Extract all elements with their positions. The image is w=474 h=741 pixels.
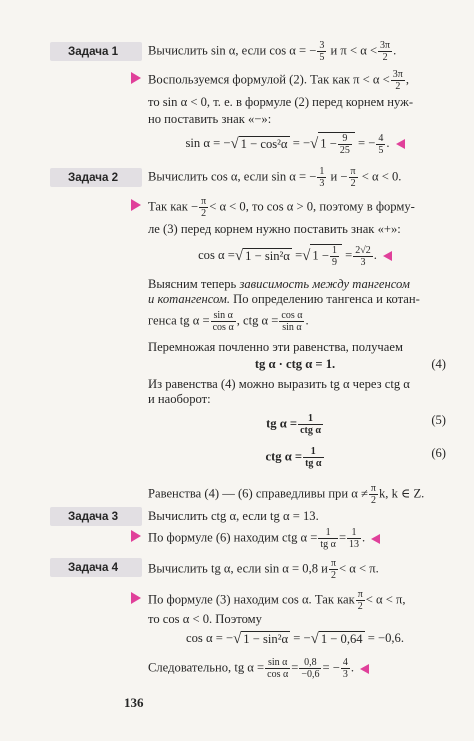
task-3-statement: Вычислить ctg α, если tg α = 13. <box>148 509 319 523</box>
sol3-line: По формуле (6) находим ctg α = $\frac{1}{\text{tg α}}$ = $\frac{1}{13}$ . <box>148 527 462 550</box>
theory-p7: Равенства (4) — (6) справедливы при α ≠ $\frac{\pi}{2}$ k, k ∈ Z. <box>148 483 425 506</box>
fraction: $\frac{3}{5}$ <box>319 40 325 63</box>
equation-4: tg α · ctg α = 1. <box>254 357 336 371</box>
sol1-line1: Воспользуемся формулой (2). Так как π < α < $\frac{3\pi}{2}$ , <box>148 69 410 92</box>
solution-marker-icon <box>131 530 141 542</box>
fraction: $\frac{3\pi}{2}$ <box>380 40 391 63</box>
theory-p1: Выясним теперь зависимость между тангенсом <box>148 277 410 291</box>
solution-end-icon <box>360 664 369 674</box>
equation-6-number: (6) <box>431 446 446 460</box>
task-4-statement: Вычислить tg α, если sin α = 0,8 и $\frac{\pi}{2}$ < α < π. <box>148 558 379 581</box>
sol4-line3: Следовательно, tg α = $\frac{\text{sin α}}{\text{cos α}}$ = $\frac{0,8}{-0,6}$ = − $\frac{4}{3}$ . <box>148 657 462 680</box>
sol1-line3: но поставить знак «−»: <box>148 112 272 126</box>
task-2-statement: Вычислить cos α, если sin α = − $\frac{1}{3}$ и − $\frac{\pi}{2}$ < α < 0. <box>148 166 402 189</box>
solution-marker-icon <box>131 72 141 84</box>
sol2-line2: ле (3) перед корнем нужно поставить знак «+»: <box>148 222 401 236</box>
sol1-equation: sin α = −√ 1 − cos²α = −√ 1 − $\frac{9}{25}$ = − $\frac{4}{5}$ . <box>150 132 440 156</box>
sol2-line1: Так как − $\frac{\pi}{2}$ < α < 0, то cos α > 0, поэтому в форму- <box>148 196 415 219</box>
equation-5-number: (5) <box>431 413 446 427</box>
sol4-line2: то cos α < 0. Поэтому <box>148 612 262 626</box>
sol4-line1: По формуле (3) находим cos α. Так как $\frac{\pi}{2}$ < α < π, <box>148 589 406 612</box>
equation-4-number: (4) <box>431 357 446 371</box>
solution-marker-icon <box>131 592 141 604</box>
task-3-label: Задача 3 <box>50 507 142 526</box>
theory-p6: и наоборот: <box>148 392 211 406</box>
theory-p5: Из равенства (4) можно выразить tg α через ctg α <box>148 377 410 391</box>
fraction: $\frac{3\pi}{2}$ <box>392 69 403 92</box>
solution-marker-icon <box>131 199 141 211</box>
task-2-label: Задача 2 <box>50 168 142 187</box>
task-1-statement: Вычислить sin α, если cos α = − $\frac{3}{5}$ и π < α < $\frac{3\pi}{2}$ . <box>148 40 397 63</box>
equation-5: tg α = $\frac{1}{\text{ctg α}}$ <box>266 413 321 436</box>
solution-end-icon <box>371 534 380 544</box>
theory-p3: генса tg α = $\frac{\text{sin α}}{\text{cos α}}$ , ctg α = $\frac{\text{cos α}}{\text{sin α}}$ . <box>148 310 309 333</box>
equation-6: ctg α = $\frac{1}{\text{tg α}}$ <box>265 446 322 469</box>
task-1-label: Задача 1 <box>50 42 142 61</box>
solution-end-icon <box>396 139 405 149</box>
theory-p2: и котангенсом. По определению тангенса и котан- <box>148 292 420 306</box>
page-number: 136 <box>124 695 144 710</box>
solution-end-icon <box>383 251 392 261</box>
task-4-label: Задача 4 <box>50 558 142 577</box>
theory-p4: Перемножая почленно эти равенства, получаем <box>148 340 403 354</box>
sol1-line2: то sin α < 0, т. е. в формуле (2) перед корнем нуж- <box>148 95 414 109</box>
sol2-equation: cos α =√ 1 − sin²α =√ 1 − $\frac{1}{9}$ = $\frac{2√2}{3}$ . <box>150 244 440 268</box>
sol4-equation: cos α = −√ 1 − sin²α = −√ 1 − 0,64 = −0,6. <box>186 631 404 648</box>
